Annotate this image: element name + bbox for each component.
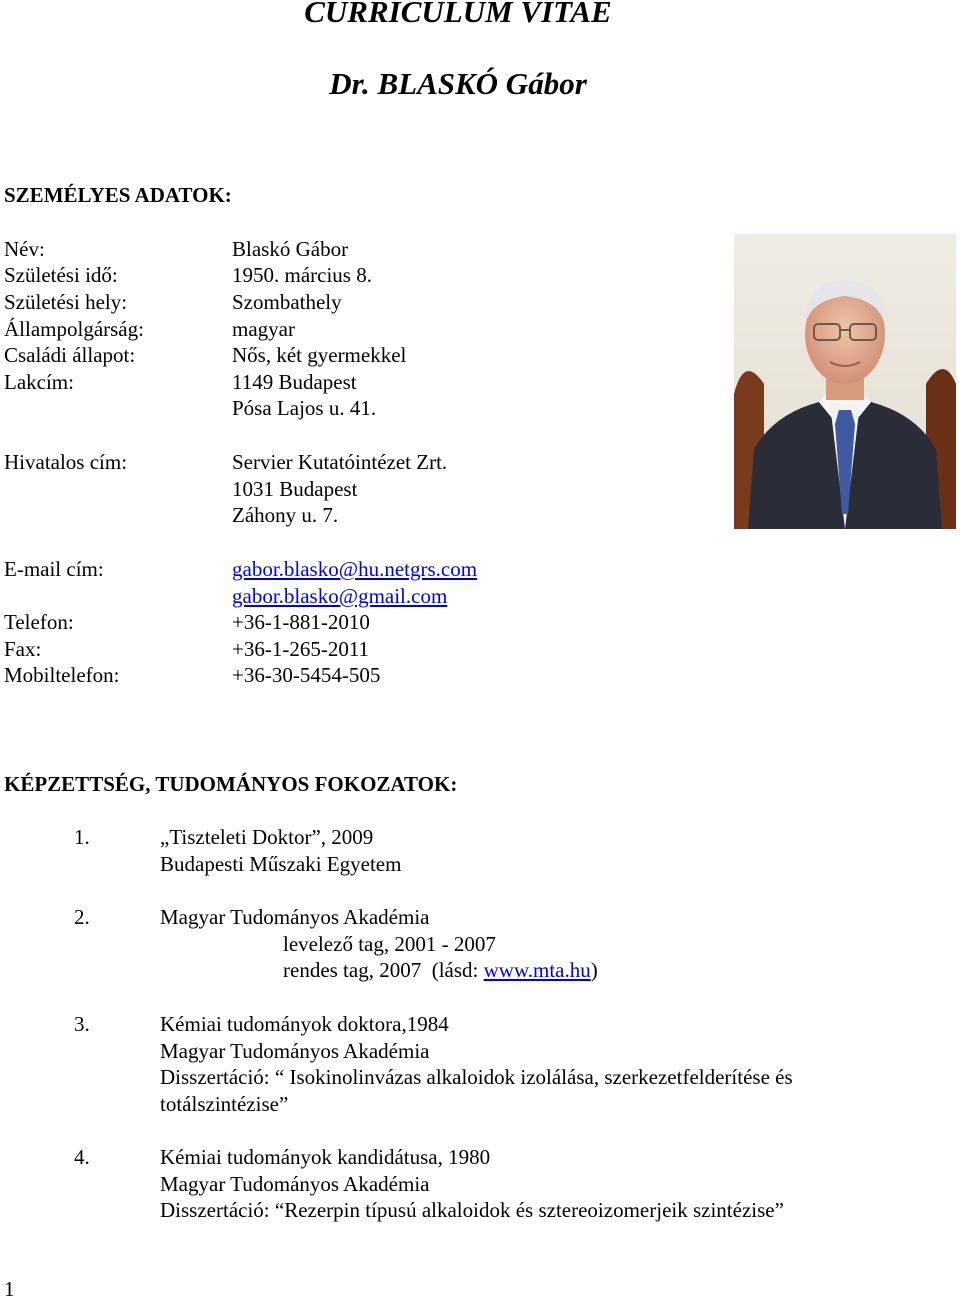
item-line: Magyar Tudományos Akadémia — [160, 1038, 430, 1063]
row-value: 1031 Budapest — [232, 477, 358, 501]
row-value: Blaskó Gábor — [232, 237, 349, 261]
item-line-with-link — [283, 957, 598, 984]
item-line: Kémiai tudományok kandidátusa, 1980 — [160, 1145, 491, 1169]
row-label: Mobiltelefon: — [4, 663, 120, 687]
item-number: 4. — [74, 1145, 90, 1169]
item-line: Magyar Tudományos Akadémia — [160, 1171, 430, 1196]
person-name: Dr. BLASKÓ Gábor — [329, 66, 587, 101]
item-line: Kémiai tudományok doktora,1984 — [160, 1012, 449, 1036]
item-line-suffix: ) — [590, 958, 598, 982]
row-value: 1149 Budapest — [232, 370, 357, 394]
row-label: E-mail cím: — [4, 557, 104, 581]
item-line: Disszertáció: “Rezerpin típusú alkaloidok és sztereoizomerjeik szintézise” — [160, 1198, 784, 1222]
row-value: +36-1-881-2010 — [232, 610, 370, 634]
row-label: Állampolgárság: — [4, 317, 144, 341]
item-line: Disszertáció: “ Isokinolinvázas alkaloidok izolálása, szerkezetfelderítése és — [160, 1065, 793, 1089]
row-value: Servier Kutatóintézet Zrt. — [232, 450, 448, 474]
row-value: Záhony u. 7. — [232, 503, 339, 527]
email-link-secondary[interactable]: gabor.blasko@gmail.com — [232, 584, 448, 608]
row-value: 1950. március 8. — [232, 263, 372, 287]
item-line: levelező tag, 2001 - 2007 — [283, 931, 496, 956]
row-value: magyar — [232, 317, 295, 341]
row-label: Születési hely: — [4, 290, 128, 314]
row-value: Pósa Lajos u. 41. — [232, 396, 377, 420]
item-line: totálszintézise” — [160, 1091, 289, 1116]
mta-link[interactable]: www.mta.hu — [483, 958, 591, 982]
row-label: Név: — [4, 237, 45, 261]
email-link-primary[interactable]: gabor.blasko@hu.netgrs.com — [232, 557, 478, 581]
row-label: Családi állapot: — [4, 343, 136, 367]
personal-data-heading: SZEMÉLYES ADATOK: — [4, 183, 232, 207]
portrait-photo — [734, 234, 956, 529]
row-value: Nős, két gyermekkel — [232, 343, 407, 367]
row-label: Születési idő: — [4, 263, 118, 287]
row-value: Szombathely — [232, 290, 342, 314]
item-number: 2. — [74, 905, 90, 929]
item-line-text: rendes tag, 2007 (lásd: — [283, 958, 484, 982]
item-number: 3. — [74, 1012, 90, 1036]
item-line: Budapesti Műszaki Egyetem — [160, 851, 402, 876]
row-label: Telefon: — [4, 610, 74, 634]
page-number: 1 — [4, 1277, 15, 1301]
item-line: Magyar Tudományos Akadémia — [160, 905, 430, 929]
row-label: Fax: — [4, 637, 42, 661]
item-line: „Tiszteleti Doktor”, 2009 — [160, 825, 374, 849]
item-number: 1. — [74, 825, 90, 849]
row-label: Lakcím: — [4, 370, 74, 394]
portrait-image — [734, 234, 956, 529]
document-title: CURRICULUM VITAE — [304, 0, 612, 29]
education-heading: KÉPZETTSÉG, TUDOMÁNYOS FOKOZATOK: — [4, 772, 458, 796]
row-value: +36-1-265-2011 — [232, 637, 370, 661]
row-label: Hivatalos cím: — [4, 450, 128, 474]
row-value: +36-30-5454-505 — [232, 663, 381, 687]
